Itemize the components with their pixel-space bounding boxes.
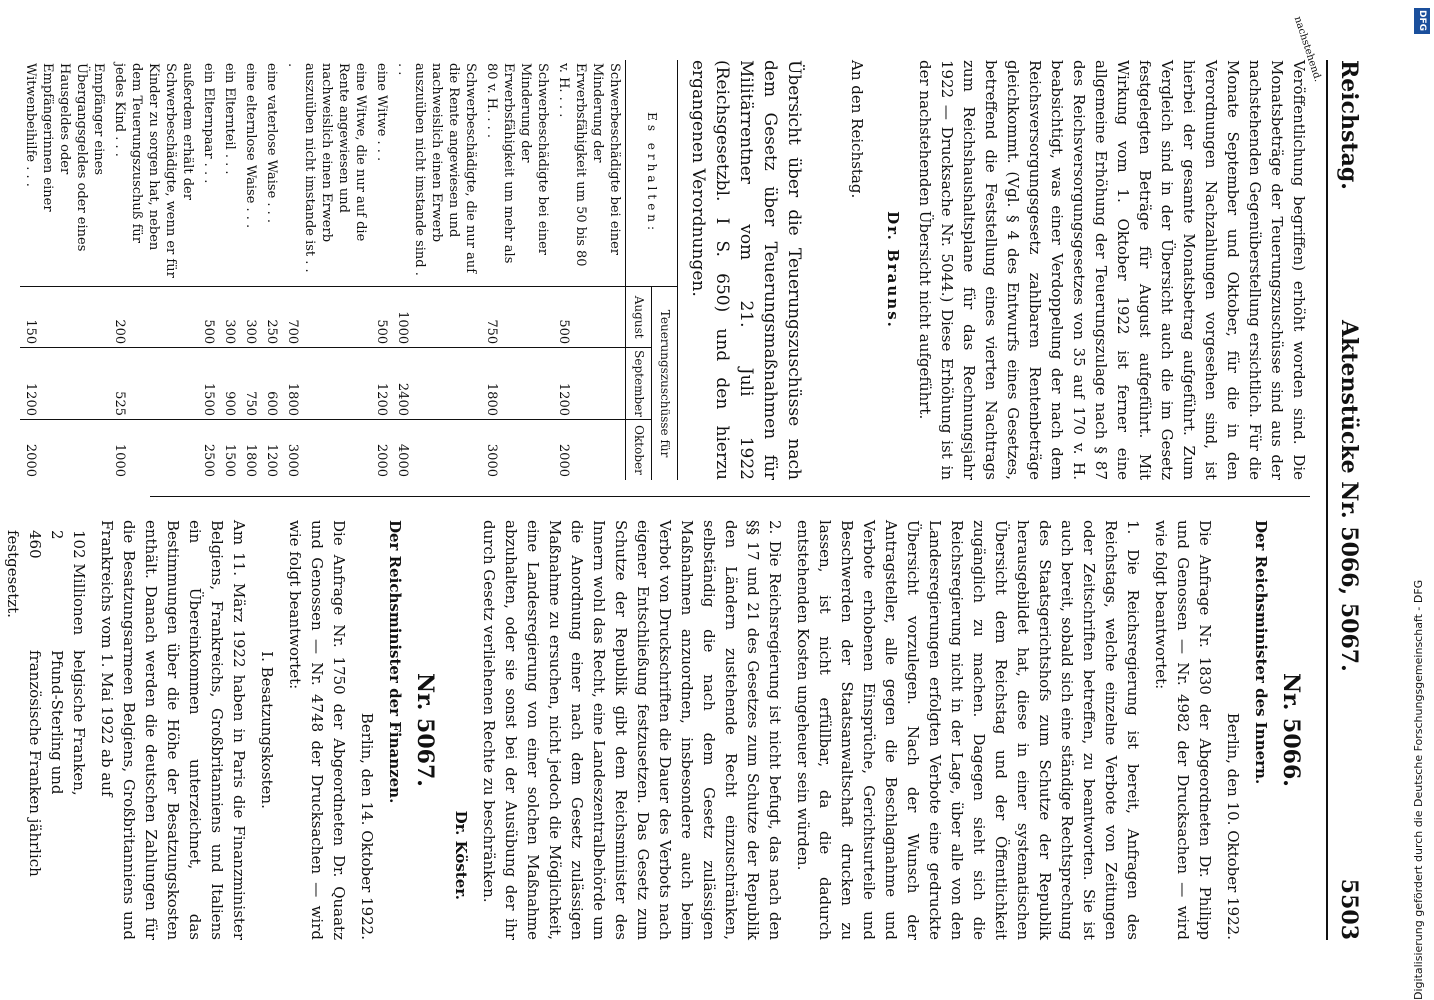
table-cell-value: 500 xyxy=(198,287,219,348)
table-cell-value: 300 xyxy=(240,287,261,348)
allowance-table xyxy=(20,60,678,480)
paragraph: Veröffentlichung begriffen) erhöht worden sind. Die Monatsbeträge der Teuerungszuschüsse sind aus der nachstehenden Gegenüberstellung ersichtlich. Für die Monate September und Oktober, für die in den Verordnungen Nachzahlungen vorgesehen sind, ist hierbei der gesamte Monatsbetrag aufgeführt. Zum Vergleich sind in der Übersicht auch die im Gesetz festgelegten Beträge für August aufgeführt. Mit Wirkung vom 1. Oktober 1922 ist ferner eine allgemeine Erhöhung der Teuerungszulage nach § 87 des Reichsversorgungsgesetzes von 35 auf 170 v. H. beabsichtigt, was einer Verdoppelung der nach dem Reichsversorgungsgesetz zahlbaren Rentenbeträge gleichkommt. (Vgl. § 4 des Entwurfs eines Gesetzes, betreffend die Feststellung eines vierten Nachtrags zum Reichshaushaltsplane für das Rechnungsjahr 1922 — Drucksache Nr. 5044.) Diese Erhöhung ist in der nachstehenden Übersicht nicht aufgeführt. xyxy=(916,60,1308,480)
paragraph: 2. Die Reichsregierung ist nicht befugt, das nach den §§ 17 und 21 des Gesetzes zum Schutze der Republik den Ländern zustehende Recht einzuschränken, selbständig die nach dem Gesetz zulässigen Maßnahmen anzuordnen, insbesondere auch beim Verbot von Druckschriften die Dauer des Verbots nach eigener Entschließung festzusetzen. Das Gesetz zum Schutze der Republik gibt dem Reichsminister des Innern wohl das Recht, eine Landeszentralbehörde um die Anordnung einer nach dem Gesetz zulässigen Maßnahme zu ersuchen, nicht jedoch die Möglichkeit, eine Landesregierung von einer solchen Maßnahme abzuhalten, oder sie sonst bei der Ausübung der ihr durch Gesetz verliehenen Rechte zu beschränken. xyxy=(480,520,784,940)
table-cell-value: 300 xyxy=(219,287,240,348)
table-month-header: September xyxy=(626,348,652,420)
dfg-logo: DFG xyxy=(1414,8,1430,34)
signature: Dr. Brauns. xyxy=(884,211,902,329)
addressee: An den Reichstag. xyxy=(848,60,866,199)
table-row-label: eine vaterlose Waise . . . xyxy=(264,63,279,224)
amount-line xyxy=(68,530,90,940)
amount-unit: Pfund-Sterling und xyxy=(48,650,66,795)
table-cell-value: 3000 xyxy=(282,420,371,481)
table-month-header: August xyxy=(626,287,652,348)
table-cell-value: 500 xyxy=(371,287,392,348)
table-cell-value: 1000 xyxy=(392,287,481,348)
table-title: Übersicht über die Teuerungszuschüsse nach dem Gesetz über Teuerungsmaßnahmen für Militärrentner vom 21. Juli 1922 (Reichsgesetzbl. I S. 650) und den hierzu ergangenen Verordnungen. xyxy=(688,60,804,480)
paragraph: 1. Die Reichsregierung ist bereit, Anfragen des Reichstags, welche einzelne Verbote von Zeitungen oder Zeitschriften betreffen, zu beantworten. Sie ist auch bereit, sobald sich eine ständige Rechtsprechung des Staatsgerichtshofs zum Schutze der Republik herausgebildet hat, diese in einer systematischen Übersicht dem Reichstag und der Öffentlichkeit zugänglich zu machen. Dagegen sieht sich die Reichsregierung nicht in der Lage, über alle von den Landesregierungen erfolgten Verbote eine gedruckte Übersicht vorzulegen. Nach der Wunsch der Antragsteller, alle gegen die Beschlagnahme und Verbote erhobenen Einsprüche, Gerichtsurteile und Beschwerden der Staatsanwaltschaft drucken zu lassen, ist nicht erfüllbar, da die dadurch entstehenden Kosten ungeheuer sein würden. xyxy=(794,520,1142,940)
table-cell-value: 500 xyxy=(553,287,626,348)
right-column xyxy=(0,520,1310,940)
amount-number: 102 Millionen xyxy=(70,530,88,636)
table-cell-value: 1200 xyxy=(261,420,282,481)
table-cell-value: 750 xyxy=(481,287,553,348)
paragraph: Die Anfrage Nr. 1830 der Abgeordneten Dr. Philipp und Genossen — Nr. 4982 der Drucksachen — wird wie folgt beantwortet: xyxy=(1152,520,1214,940)
header-title: Aktenstücke Nr. 5066, 5067. xyxy=(1336,320,1362,672)
table-cell-value: 2400 xyxy=(392,348,481,420)
table-row-label: ein Elternpaar . . . xyxy=(201,63,216,184)
amount-list xyxy=(2,530,90,940)
table-cell-value: 1800 xyxy=(481,348,553,420)
date-line: Berlin, den 10. Oktober 1922. xyxy=(1224,712,1242,940)
table-cell-value: 600 xyxy=(261,348,282,420)
table-row xyxy=(240,60,261,480)
table-cell-value: 4000 xyxy=(392,420,481,481)
ministry-heading: Der Reichsminister der Finanzen. xyxy=(386,520,404,804)
digitization-note: Digitalisierung gefördert durch die Deutsche Forschungsgemeinschaft - DFG xyxy=(1412,579,1425,1000)
table-row-label: Schwerbeschädigte, die nur auf die Rente angewiesen und nachweislich einen Erwerb auszuüben nicht imstande sind . . . xyxy=(395,63,478,276)
table-row-label: eine elternlose Waise . . . xyxy=(243,63,258,229)
table-row xyxy=(392,60,481,480)
document-number: Nr. 5067. xyxy=(412,673,438,787)
table-cell-value: 200 xyxy=(109,287,198,348)
date-line: Berlin, den 14. Oktober 1922. xyxy=(358,712,376,940)
paragraph: Die Anfrage Nr. 1750 der Abgeordneten Dr. Quaatz und Genossen — Nr. 4748 der Drucksachen — wird wie folgt beantwortet: xyxy=(286,520,348,940)
header-left: Reichstag. xyxy=(1336,60,1362,190)
running-header xyxy=(1326,60,1364,940)
table-group-header: Teuerungszuschüsse für xyxy=(652,287,678,480)
amount-line xyxy=(2,530,46,940)
table-row-label: Empfänger eines Übergangsgeldes oder eines Hausgeldes oder Empfängerinnen einer Witwenbeihilfe . . . xyxy=(23,63,106,252)
table-cell-value: 1500 xyxy=(219,420,240,481)
signature: Dr. Köster. xyxy=(452,810,470,900)
table-cell-value: 2500 xyxy=(198,420,219,481)
table-row-label: eine Witwe . . . xyxy=(374,63,389,162)
table-cell-value: 900 xyxy=(219,348,240,420)
amount-line xyxy=(46,530,68,940)
table-row xyxy=(553,60,626,480)
table-month-header: Oktober xyxy=(626,420,652,481)
left-column xyxy=(20,60,1310,480)
amount-unit: französische Franken jährlich festgesetzt. xyxy=(4,530,44,877)
table-cell-value: 750 xyxy=(240,348,261,420)
table-cell-value: 700 xyxy=(282,287,371,348)
page-number: 5503 xyxy=(1336,878,1362,940)
table-column-header: Es erhalten: xyxy=(626,60,678,287)
table-cell-value: 1800 xyxy=(282,348,371,420)
table-row xyxy=(481,60,553,480)
amount-number: 2 xyxy=(48,530,66,540)
table-row xyxy=(371,60,392,480)
table-row-label: außerdem erhält der Schwerbeschädigte, wenn er für Kinder zu sorgen hat, neben dem Teuerungszuschuß für jedes Kind . . . xyxy=(112,63,195,278)
table-row xyxy=(20,60,109,480)
table-row-label: Schwerbeschädigte bei einer Minderung der Erwerbsfähigkeit um mehr als 80 v. H. . . . xyxy=(484,63,550,264)
table-row-label: eine Witwe, die nur auf die Rente angewiesen und nachweislich einen Erwerb auszuüben nicht imstande ist . . . xyxy=(285,63,368,273)
table-cell-value: 2000 xyxy=(553,420,626,481)
table-cell-value: 1200 xyxy=(371,348,392,420)
table-cell-value: 525 xyxy=(109,348,198,420)
table-row xyxy=(219,60,240,480)
table-cell-value: 150 xyxy=(20,287,109,348)
table-row xyxy=(109,60,198,480)
column-divider xyxy=(150,496,1310,497)
ministry-heading: Der Reichsminister des Innern. xyxy=(1252,520,1270,785)
margin-note: nachstehend. xyxy=(1291,15,1324,84)
table-cell-value: 1800 xyxy=(240,420,261,481)
amount-number: 460 xyxy=(26,530,44,559)
table-cell-value: 2000 xyxy=(20,420,109,481)
table-row-label: Schwerbeschädigte bei einer Minderung der Erwerbsfähigkeit um 50 bis 80 v. H. . . . xyxy=(556,63,622,267)
document-number: Nr. 5066. xyxy=(1278,673,1304,787)
table-row xyxy=(198,60,219,480)
table-cell-value: 1200 xyxy=(553,348,626,420)
table-row xyxy=(282,60,371,480)
table-cell-value: 250 xyxy=(261,287,282,348)
digitization-sidebar xyxy=(1410,0,1434,1000)
table-cell-value: 1500 xyxy=(198,348,219,420)
amount-unit: belgische Franken, xyxy=(70,650,88,796)
table-row-label: ein Elternteil . . . xyxy=(222,63,237,175)
section-heading: I. Besatzungskosten. xyxy=(258,651,276,809)
table-row xyxy=(261,60,282,480)
table-cell-value: 1000 xyxy=(109,420,198,481)
table-cell-value: 2000 xyxy=(371,420,392,481)
table-cell-value: 1200 xyxy=(20,348,109,420)
table-cell-value: 3000 xyxy=(481,420,553,481)
paragraph: Am 11. März 1922 haben in Paris die Finanzminister Belgiens, Frankreichs, Großbritanniens und Italiens ein Übereinkommen unterzeichnet, das Bestimmungen über die Höhe der Besatzungskosten enthält. Danach werden die deutschen Zahlungen für die Besatzungsarmeen Belgiens, Großbritanniens und Frankreichs vom 1. Mai 1922 ab auf xyxy=(98,520,248,940)
